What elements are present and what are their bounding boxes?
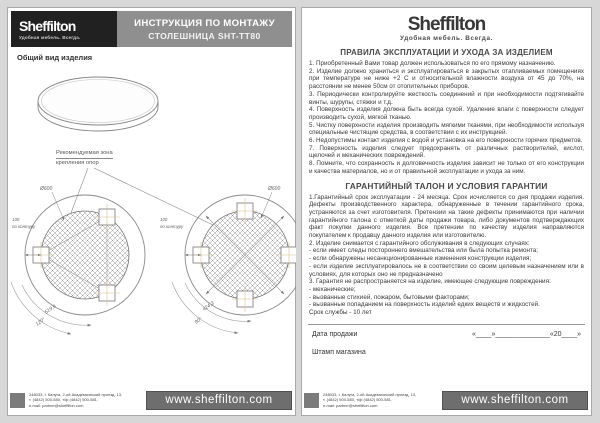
care-rule-item: 5. Чистку поверхности изделия производить мягкими тканями, при необходимости используя специальные чистящие средства, в соответствии с их инструкцией. bbox=[309, 121, 584, 137]
brand-name: Sheffilton bbox=[19, 17, 76, 34]
overview-label: Общий вид изделия bbox=[17, 53, 93, 62]
care-rules-list bbox=[309, 60, 584, 176]
warranty-line: - если имеет следы постороннего вмешательства или была попытка ремонта; bbox=[309, 247, 539, 255]
tabletop-drawing bbox=[34, 74, 166, 138]
warranty-line: 3. Гарантия не распространяется на изделие, имеющее следующие повреждения: bbox=[309, 278, 551, 286]
address-line-1: 248033, г. Калуга, 2-ой Академический проезд, 13, bbox=[29, 391, 123, 397]
mounting-zone-label-line1: Рекомендуемая зона bbox=[56, 149, 113, 159]
title-line-2: СТОЛЕШНИЦА SHT-TT80 bbox=[148, 30, 261, 41]
left-header-band bbox=[11, 11, 292, 47]
warranty-line: - вызванные попаданием на поверхность изделий едких веществ и жидкостей. bbox=[309, 301, 540, 309]
diameter-label-left: Ø600 bbox=[40, 186, 53, 192]
care-rule-item: 2. Изделие должно храниться и эксплуатироваться в закрытых отапливаемых помещениях при температуре не ниже +2 С и относительной влажности воздуха от 45 до 70%, на расстоянии не менее 50см от отопительных приборов. bbox=[309, 67, 584, 91]
offset-value-left: 100 bbox=[12, 217, 20, 222]
sale-date-row bbox=[312, 331, 581, 338]
footer-logo-square bbox=[10, 393, 25, 408]
brand-tagline: Удобная мебель. Всегда. bbox=[19, 34, 81, 40]
warranty-line: 1.Гарантийный срок эксплуатации - 24 месяца. Срок исчисляется со дня продажи изделия. Дефекты производственного характера, обнаруженные в течении гарантийного срока, устраняются за счет изготовителя. Претензии на такие дефекты принимаются при наличии гарантийного талона с отметкой даты продажи товара, либо документов подтверждающих факт покупки данного изделия. Все претензии по качеству изделия направляются покупателем к продавцу данного изделия или изготовителю. bbox=[309, 193, 584, 240]
offset-note-left: по контуру bbox=[12, 224, 36, 229]
address-line-3: e-mail: partner@sheffilton.com bbox=[323, 402, 378, 408]
care-rule-item: 4. Поверхность изделия должна быть всегда сухой. Удаление влаги с поверхности следует производить сухой, мягкой тканью. bbox=[309, 106, 584, 121]
instruction-page bbox=[7, 7, 296, 416]
warranty-line: 2. Изделие снимается с гарантийного обслуживания в следующих случаях: bbox=[309, 239, 530, 247]
diagram-three-supports bbox=[11, 186, 145, 334]
warranty-line: - вызванные стихией, пожаром, бытовыми факторами; bbox=[309, 293, 470, 301]
warranty-line: - механические; bbox=[309, 285, 356, 293]
warranty-line: Срок службы - 10 лет bbox=[309, 309, 372, 317]
document-title bbox=[117, 11, 292, 47]
chord-dim-right: 424,3 bbox=[201, 300, 216, 313]
address-line-2: т. (4842) 500-580, т/ф (4842) 500-581, bbox=[29, 397, 98, 403]
address-line-3: e-mail: partner@sheffilton.com bbox=[29, 402, 84, 408]
care-rule-item: 6. Недопустимы контакт изделия с водой и установка на его поверхности горячих предметов. bbox=[309, 137, 583, 145]
mounting-zone-label bbox=[56, 149, 113, 167]
address-line-1: 248033, г. Калуга, 2-ой Академический проезд, 13, bbox=[323, 391, 417, 397]
care-rule-item: 1. Приобретенный Вами товар должен использоваться по его прямому назначению. bbox=[309, 60, 556, 67]
title-line-1: ИНСТРУКЦИЯ ПО МОНТАЖУ bbox=[134, 17, 275, 29]
left-page-footer bbox=[10, 389, 292, 411]
right-page-footer bbox=[304, 389, 588, 411]
warranty-heading: ГАРАНТИЙНЫЙ ТАЛОН И УСЛОВИЯ ГАРАНТИИ bbox=[345, 180, 548, 191]
sheffilton-logo bbox=[11, 11, 117, 47]
sale-date-blank: «____»______________«20____» bbox=[471, 330, 581, 338]
warranty-text bbox=[309, 194, 584, 317]
angle-dim-left: 120° bbox=[34, 316, 47, 328]
offset-note-right: по контуру bbox=[160, 224, 184, 229]
warranty-line: - если изделие эксплуатировалось не в соответствии со своим целевым назначением или в условиях, для которых оно не предназначено bbox=[309, 262, 584, 278]
care-rule-item: 3. Периодически контролируйте жесткость соединений и при необходимости подтягивайте винты, шурупы, стяжки и т.д. bbox=[309, 90, 584, 106]
website-bar: www.sheffilton.com bbox=[146, 391, 292, 410]
care-rule-item: 7. Поверхность изделия следует предохранять от различных растворителей, кислот, щелочей и механических повреждений. bbox=[309, 144, 584, 160]
offset-value-right: 100 bbox=[160, 217, 168, 222]
mounting-diagrams bbox=[10, 168, 296, 344]
footer-address bbox=[29, 392, 146, 408]
divider-line bbox=[308, 324, 585, 325]
footer-logo-square bbox=[304, 393, 319, 408]
care-heading: ПРАВИЛА ЭКСПЛУАТАЦИИ И УХОДА ЗА ИЗДЕЛИЕМ bbox=[340, 48, 553, 57]
chord-dim-left: 519,6 bbox=[43, 303, 58, 316]
warranty-line: - если обнаружены несанкционированные изменения конструкции изделия; bbox=[309, 255, 532, 263]
website-bar: www.sheffilton.com bbox=[442, 391, 588, 410]
brand-tagline: Удобная мебель. Всегда. bbox=[400, 35, 493, 42]
sale-date-label: Дата продажи bbox=[312, 330, 358, 338]
footer-address bbox=[323, 392, 442, 408]
store-stamp-label: Штамп магазина bbox=[312, 348, 366, 356]
warranty-page bbox=[301, 7, 592, 416]
address-line-2: т. (4842) 500-580, т/ф (4842) 500-581, bbox=[323, 397, 392, 403]
diameter-label-right: Ø600 bbox=[268, 186, 281, 192]
mounting-zone-label-line2: крепления опор bbox=[56, 160, 99, 166]
angle-dim-right: 90° bbox=[193, 316, 204, 326]
diagram-four-supports bbox=[160, 186, 296, 333]
sheffilton-logo-right bbox=[302, 15, 591, 42]
brand-name: Sheffilton bbox=[407, 14, 486, 35]
care-rule-item: 8. Помните, что сохранность и долговечность изделия зависит не только от его конструкции и качества материалов, но и от правильной эксплуатации и ухода за ним. bbox=[309, 160, 584, 175]
